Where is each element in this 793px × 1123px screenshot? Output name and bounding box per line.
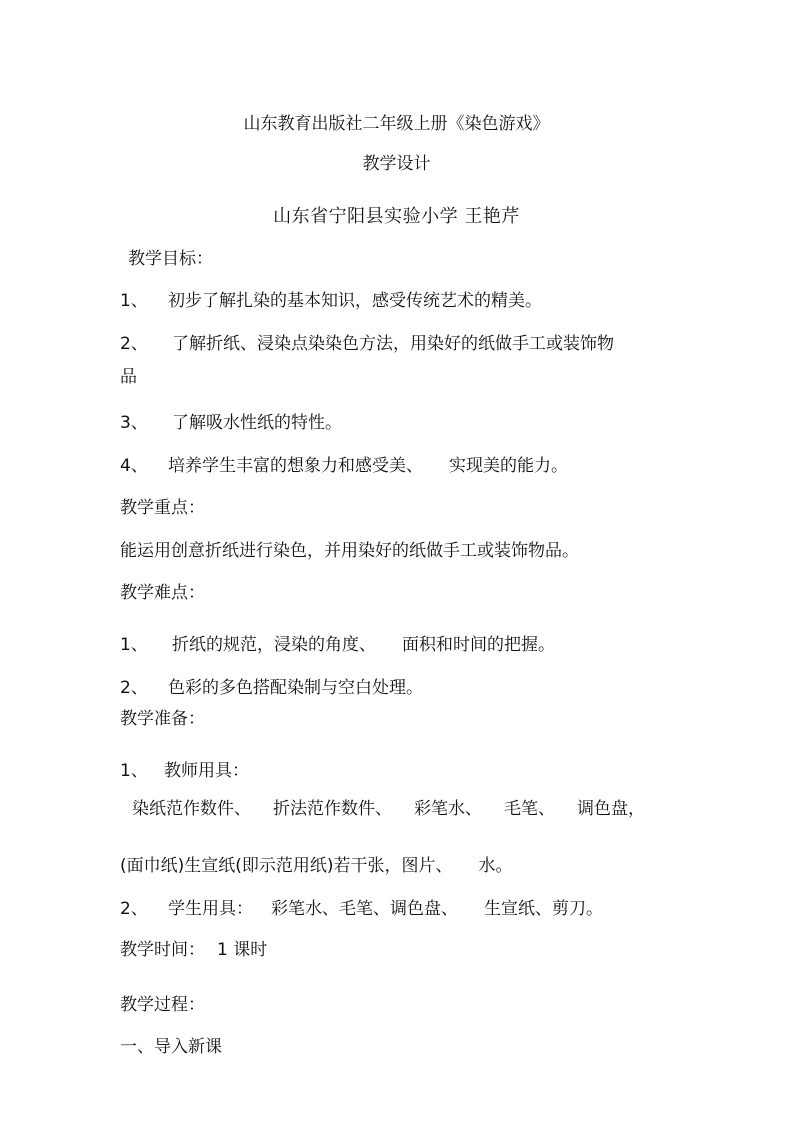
- objective-text: 了解折纸、浸染点染染色方法，用染好的纸做手工或装饰物: [172, 334, 614, 354]
- teacher-tools-line-2: [120, 855, 513, 877]
- difficulties-heading: 教学难点：: [120, 583, 205, 603]
- objective-item-4: [120, 455, 568, 477]
- preparation-number: 2、: [120, 899, 148, 919]
- objective-item-2-continuation: 品: [120, 367, 137, 387]
- preparation-teacher-label: 教师用具：: [164, 761, 249, 781]
- objective-text: 了解吸水性纸的特性。: [172, 413, 342, 433]
- objective-text-part-a: 培养学生丰富的想象力和感受美、: [168, 456, 423, 476]
- document-title: 山东教育出版社二年级上册《染色游戏》: [243, 114, 550, 134]
- teaching-time: [120, 939, 267, 961]
- process-section-1: 一、导入新课: [120, 1037, 222, 1057]
- preparation-heading: 教学准备：: [120, 709, 205, 729]
- teacher-tools-line: [132, 798, 645, 820]
- teacher-tool: 彩笔水、: [414, 799, 482, 819]
- objective-text: 初步了解扎染的基本知识，感受传统艺术的精美。: [168, 291, 542, 311]
- objective-item-2: [120, 333, 614, 355]
- key-points-heading: 教学重点：: [120, 498, 205, 518]
- difficulty-text-part-b: 面积和时间的把握。: [402, 635, 555, 655]
- objective-text-part-b: 实现美的能力。: [449, 456, 568, 476]
- teacher-tool: 折法范作数件、: [273, 799, 392, 819]
- teacher-tool: 调色盘，: [577, 799, 645, 819]
- teacher-tools-text-b: 水。: [478, 856, 513, 876]
- difficulty-number: 2、: [120, 678, 148, 698]
- student-tools-text-b: 生宣纸、剪刀。: [484, 899, 603, 919]
- difficulty-text: 色彩的多色搭配染制与空白处理。: [168, 678, 423, 698]
- objective-item-1: [120, 290, 542, 312]
- preparation-student: [120, 898, 603, 920]
- document-author: 山东省宁阳县实验小学 王艳芹: [273, 206, 520, 227]
- document-subtitle: 教学设计: [362, 154, 431, 174]
- preparation-teacher: [120, 760, 249, 782]
- teaching-time-value: 1 课时: [217, 940, 268, 960]
- student-tools-text-a: 彩笔水、毛笔、调色盘、: [271, 899, 458, 919]
- difficulty-item-2: [120, 677, 423, 699]
- teacher-tools-text-a: (面巾纸)生宣纸(即示范用纸)若干张，图片、: [120, 856, 453, 876]
- objective-number: 4、: [120, 456, 148, 476]
- difficulty-text-part-a: 折纸的规范，浸染的角度、: [172, 635, 376, 655]
- objective-number: 2、: [120, 334, 148, 354]
- teacher-tool: 毛笔、: [504, 799, 555, 819]
- preparation-number: 1、: [120, 761, 148, 781]
- objective-number: 3、: [120, 413, 148, 433]
- objectives-heading: 教学目标：: [128, 249, 213, 269]
- difficulty-number: 1、: [120, 635, 148, 655]
- objective-item-3: [120, 412, 342, 434]
- preparation-student-label: 学生用具：: [168, 899, 253, 919]
- difficulty-item-1: [120, 634, 555, 656]
- teaching-time-label: 教学时间：: [120, 940, 205, 960]
- key-points-text: 能运用创意折纸进行染色，并用染好的纸做手工或装饰物品。: [120, 541, 579, 561]
- objective-number: 1、: [120, 291, 148, 311]
- teacher-tool: 染纸范作数件、: [132, 799, 251, 819]
- process-heading: 教学过程：: [120, 995, 205, 1015]
